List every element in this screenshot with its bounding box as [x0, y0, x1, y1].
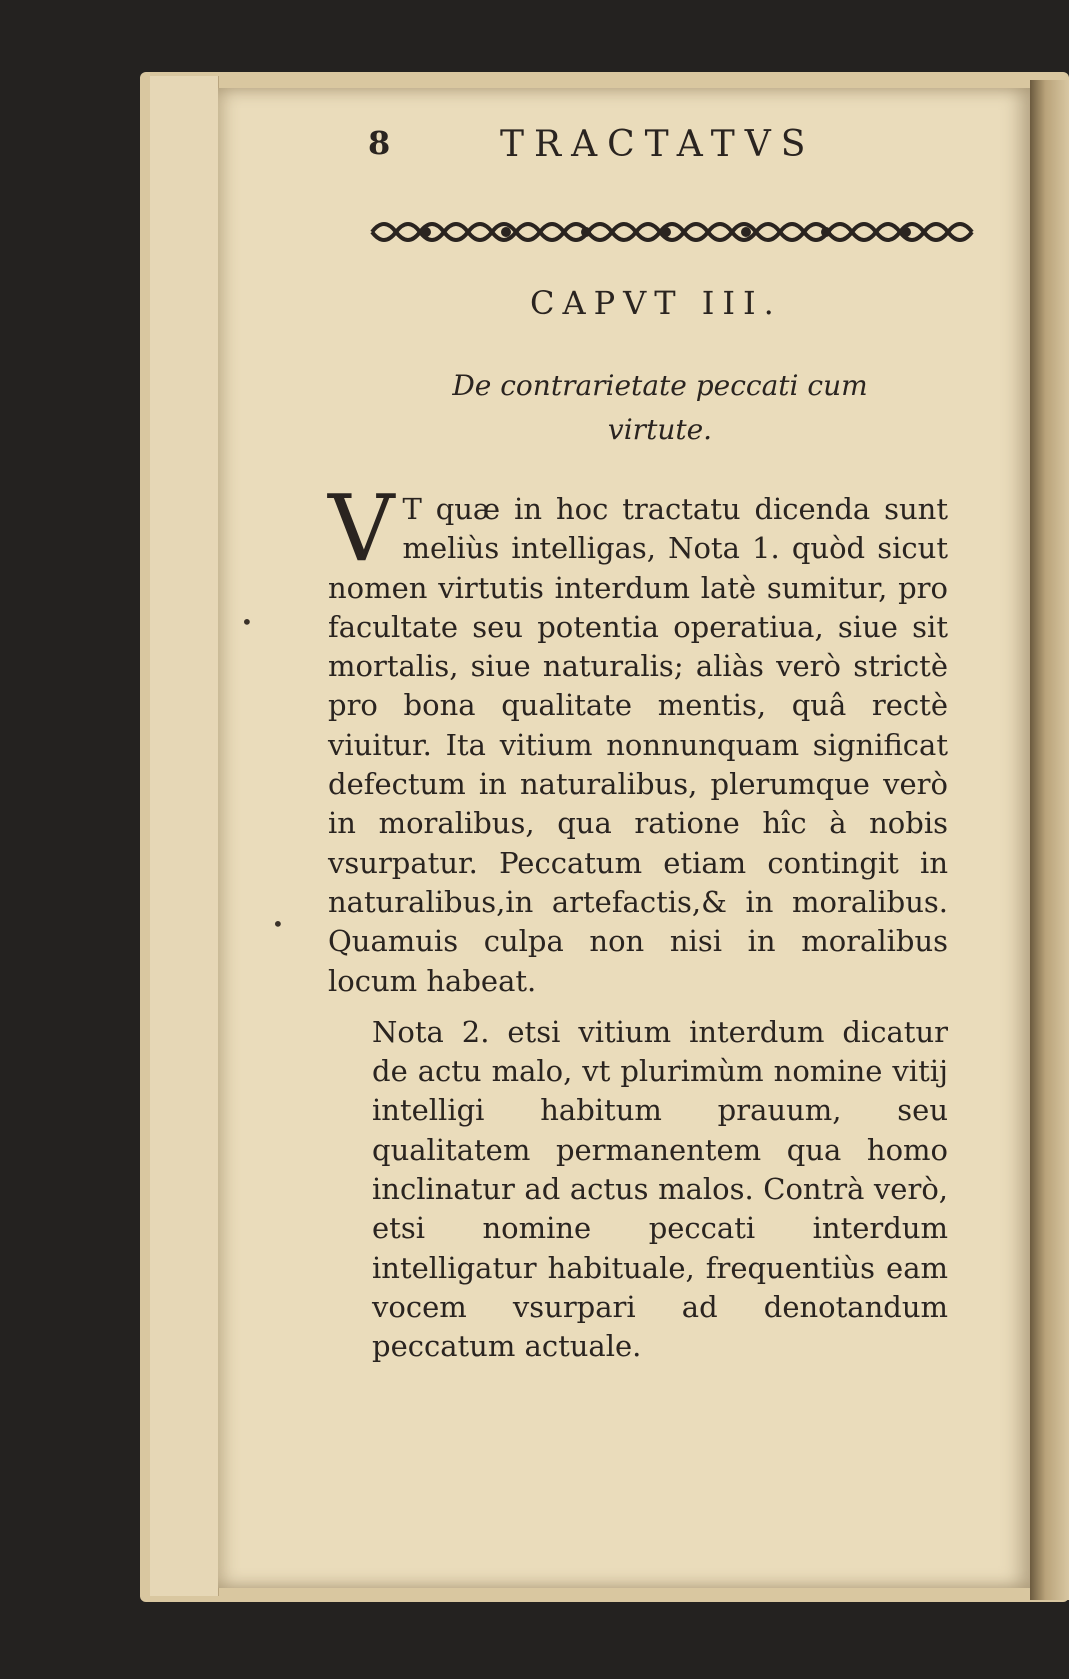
margin-mark: • [272, 912, 284, 936]
paragraph-text: T quæ in hoc tractatu dicenda sunt meliùs intelligas, Nota 1. quòd sicut nomen virtutis interdum latè sumitur, pro facultate seu potentia operatiua, siue sit mortalis, siue naturalis; aliàs verò strictè pro bona qualitate mentis, quâ rectè viuitur. Ita vitium nonnunquam significat defectum in naturalibus, plerumque verò in moralibus, qua ratione hîc à nobis vsurpatur. Peccatum etiam contingit in naturalibus,in artefactis,& in moralibus. Quamuis culpa non nisi in moralibus locum habeat. [328, 492, 948, 998]
body-text [328, 475, 948, 1367]
subtitle-line: virtute. [607, 413, 713, 446]
subtitle-line: De contrarietate peccati cum [452, 369, 868, 402]
page-header [360, 118, 960, 178]
page-edge [192, 76, 219, 1596]
paragraph: Nota 2. etsi vitium interdum dicatur de actu malo, vt plurimùm nomine vitij intelligi habitum prauum, seu qualitatem permanentem qua homo inclinatur ad actus malos. Contrà verò, etsi nomine peccati interdum intelligatur habituale, frequentiùs eam vocem vsurpari ad denotandum peccatum actuale. [372, 1014, 948, 1364]
ornament-band-icon [366, 208, 986, 256]
running-title: TRACTATVS [500, 124, 816, 165]
chapter-subtitle [360, 364, 960, 452]
margin-mark: • [241, 610, 253, 634]
paragraph [328, 475, 948, 1001]
book-gutter [1030, 80, 1069, 1600]
chapter-title: CAPVT III. [530, 284, 782, 322]
drop-cap: V [328, 475, 395, 582]
page-number: 8 [368, 124, 391, 162]
